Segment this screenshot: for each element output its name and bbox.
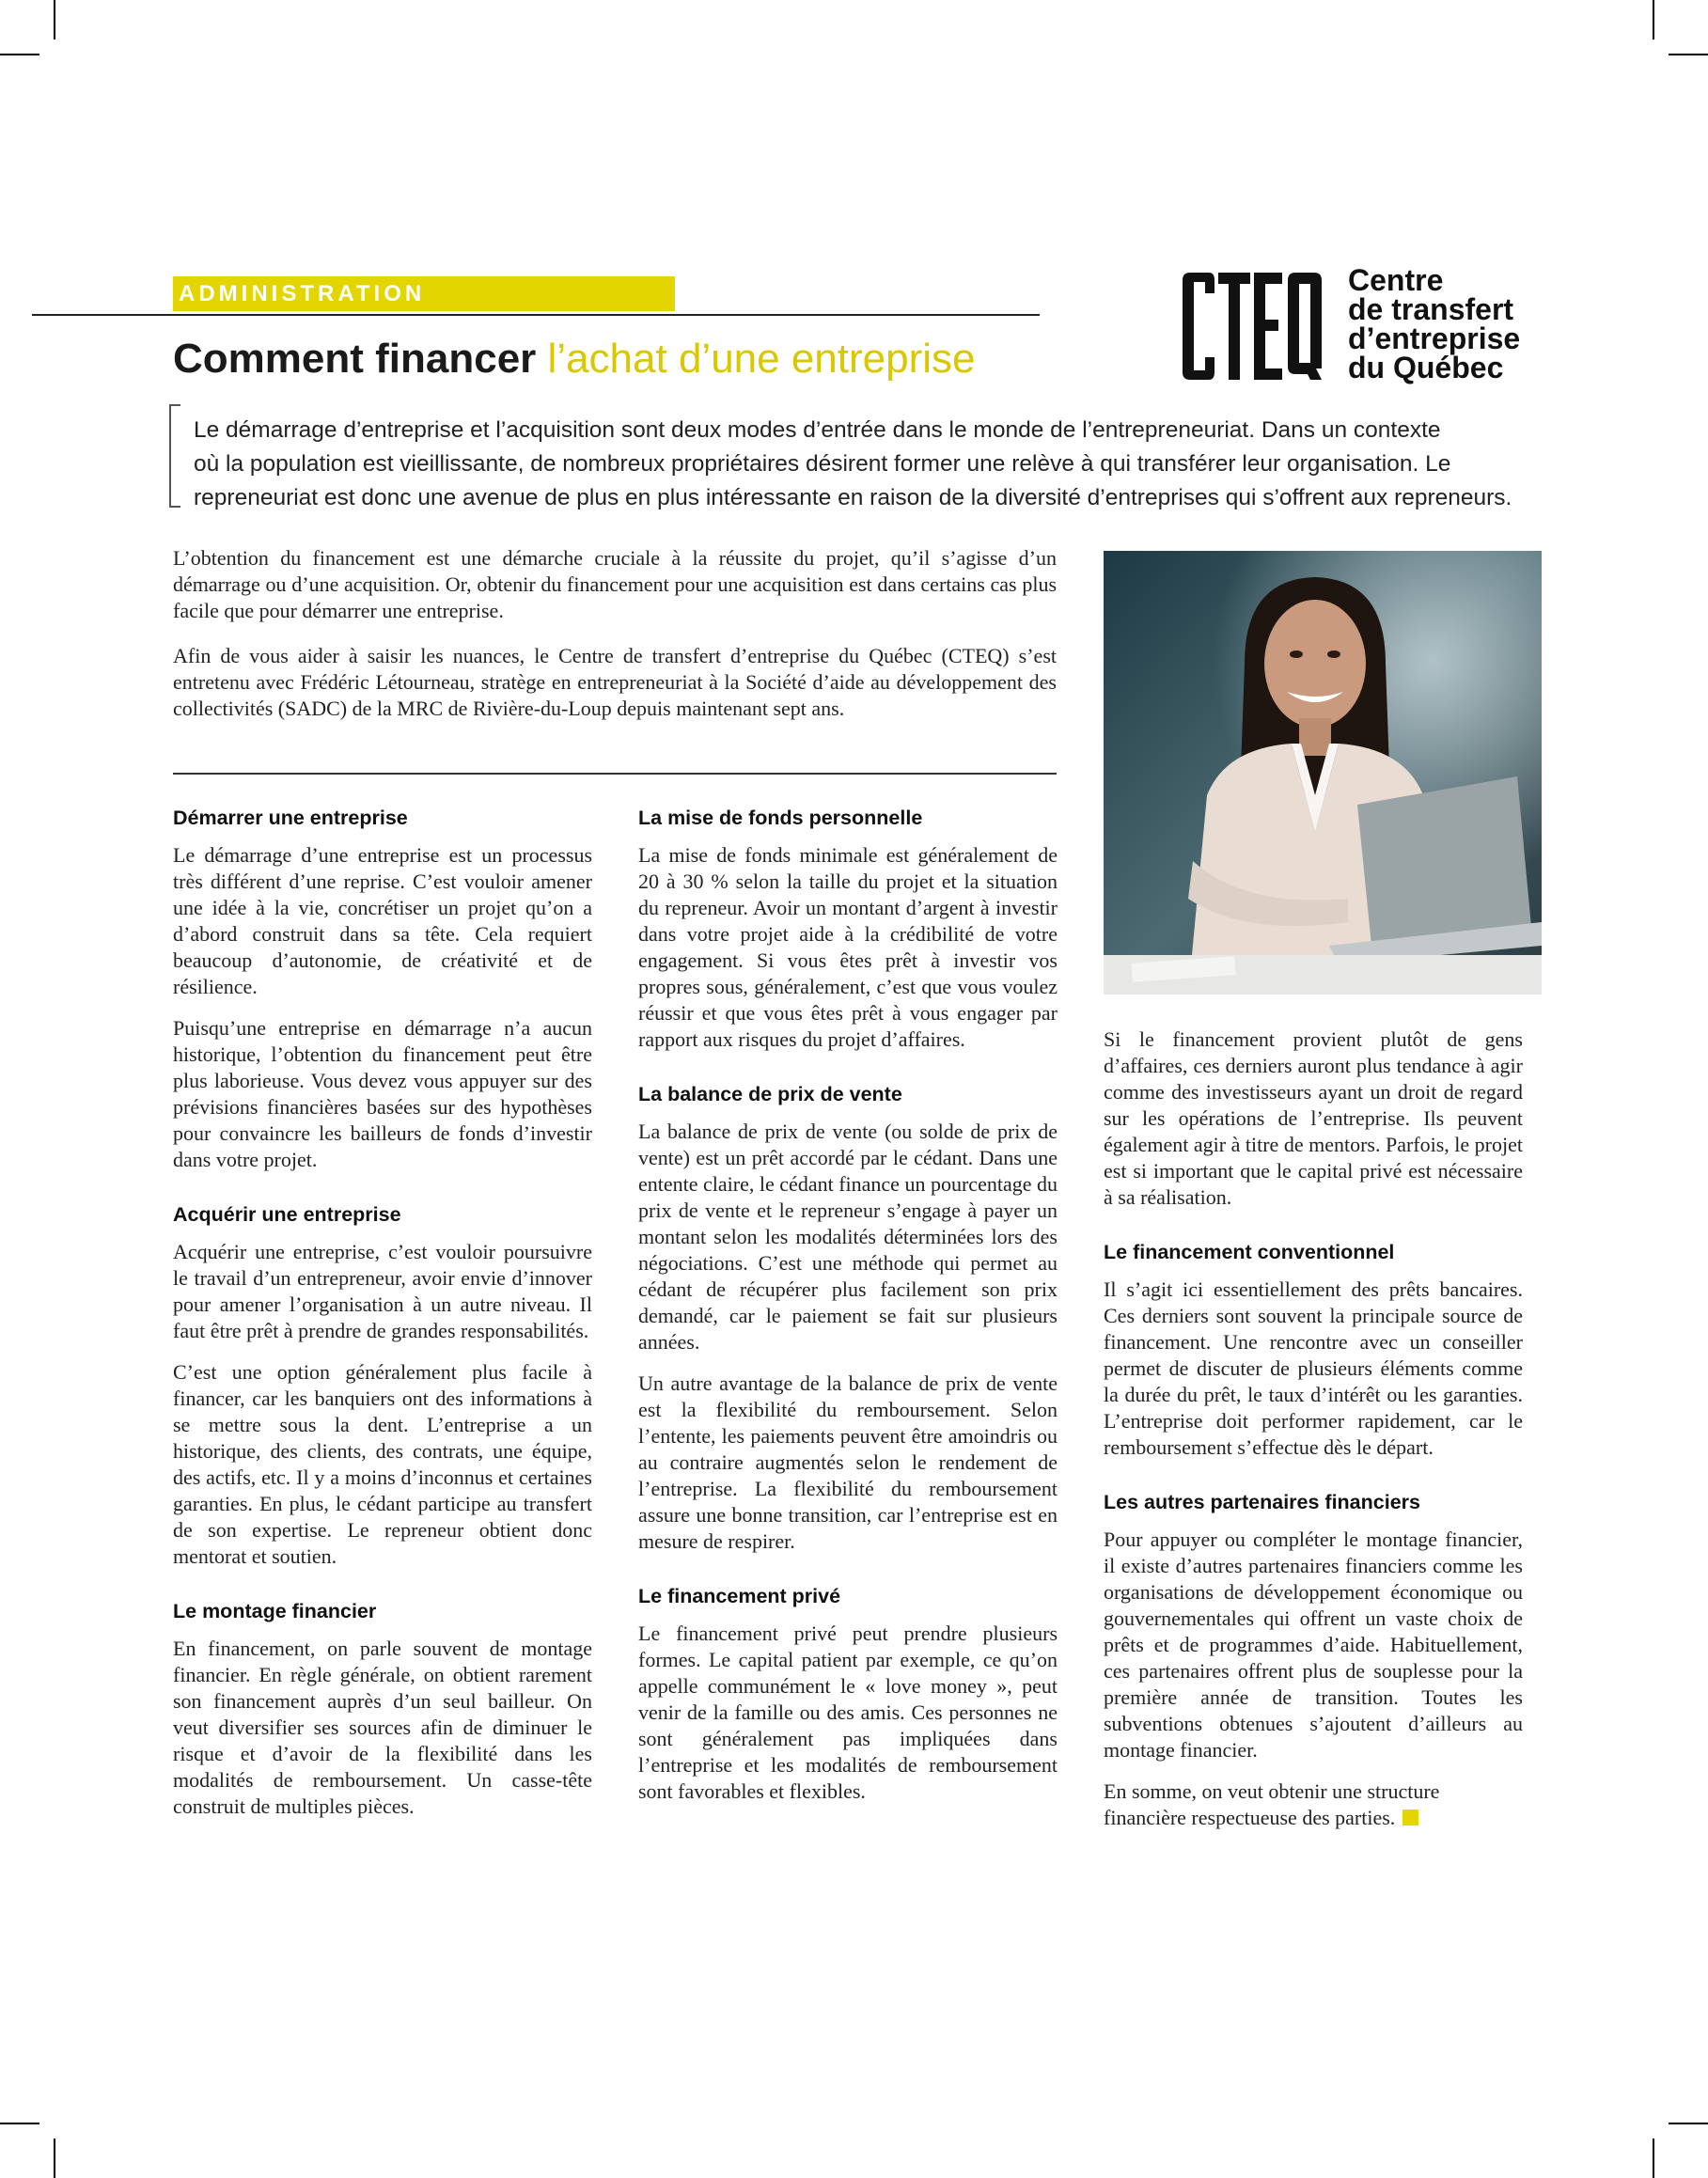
section-heading: La mise de fonds personnelle bbox=[638, 807, 923, 829]
body-paragraph: La mise de fonds minimale est généralement de 20 à 30 % selon la taille du projet et la situation du repreneur. Avoir un montant d’argent à investir dans votre projet aide à la crédibilité de votre engagement. Si vous êtes prêt à investir vos propres sous, généralement, c’est que vous voulez réussir et que vous êtes prêt à vous engager par rapport aux risques du projet d’affaires. bbox=[638, 843, 1058, 1051]
lead-text bbox=[173, 545, 1057, 741]
intro-bracket bbox=[169, 404, 180, 508]
body-paragraph: En financement, on parle souvent de montage financier. En règle générale, on obtient rarement son financement auprès d’un seul bailleur. On veut diversifier ses sources afin de diminuer le risque et d’avoir de la flexibilité dans les modalités de remboursement. Un casse-tête construit de multiples pièces. bbox=[173, 1637, 592, 1818]
businesswoman-laptop-photo bbox=[1104, 551, 1542, 995]
intro-line: repreneuriat est donc une avenue de plus en plus intéressante en raison de la diversité d’entreprises qui s’offrent aux repreneurs. bbox=[194, 485, 1512, 510]
body-paragraph: Un autre avantage de la balance de prix de vente est la flexibilité du remboursement. Selon l’entente, les paiements peuvent être amoindris ou au contraire augmentés selon le rendement de l’entreprise. La flexibilité du remboursement assure une bonne transition, car l’entreprise est en mesure de respirer. bbox=[638, 1371, 1058, 1553]
crop-mark bbox=[0, 2123, 39, 2124]
lead-paragraph: L’obtention du financement est une démarche cruciale à la réussite du projet, qu’il s’agisse d’un démarrage ou d’une acquisition. Or, obtenir du financement pour une acquisition est dans certains cas plus facile que pour démarrer une entreprise. bbox=[173, 546, 1057, 622]
body-paragraph: La balance de prix de vente (ou solde de prix de vente) est un prêt accordé par le cédant. Dans une entente claire, le cédant finance un pourcentage du prix de vente et le repreneur s’engage à payer un montant selon les modalités déterminées lors des négociations. C’est une méthode qui permet au cédant de récupérer plus facilement son prix demandé, car le paiement se fait sur plusieurs années. bbox=[638, 1120, 1058, 1354]
body-paragraph: Il s’agit ici essentiellement des prêts bancaires. Ces derniers sont souvent la principale source de financement. Une rencontre avec un conseiller permet de discuter de plusieurs éléments comme la durée du prêt, le taux d’intérêt ou les garanties. L’entreprise doit performer rapidement, car le remboursement s’effectue dès le départ. bbox=[1104, 1277, 1523, 1459]
body-paragraph: Pour appuyer ou compléter le montage financier, il existe d’autres partenaires financiers comme les organisations de développement économique ou gouvernementales qui offrent un vaste choix de prêts et de programmes d’aide. Habituellement, ces partenaires offrent plus de souplesse pour la première année de transition. Toutes les subventions obtenues s’ajoutent d’ailleurs au montage financier. bbox=[1104, 1528, 1523, 1762]
section-heading: Le financement privé bbox=[638, 1585, 841, 1607]
crop-mark bbox=[0, 54, 39, 55]
header-rule bbox=[32, 314, 1040, 316]
section-heading: Le montage financier bbox=[173, 1600, 377, 1622]
crop-mark bbox=[54, 0, 55, 39]
section-heading: Les autres partenaires financiers bbox=[1104, 1491, 1420, 1513]
crop-mark bbox=[1653, 2139, 1654, 2178]
logo-line: de transfert bbox=[1348, 292, 1514, 326]
crop-mark bbox=[1669, 54, 1708, 55]
title-bold: Comment financer bbox=[173, 336, 537, 382]
intro-line: Le démarrage d’entreprise et l’acquisition sont deux modes d’entrée dans le monde de l’entrepreneuriat. Dans un contexte bbox=[194, 417, 1441, 443]
section-heading: Démarrer une entreprise bbox=[173, 807, 408, 829]
section-heading: La balance de prix de vente bbox=[638, 1083, 902, 1105]
logo-text bbox=[1348, 263, 1521, 384]
intro-text bbox=[194, 414, 1528, 515]
column-2 bbox=[638, 805, 1058, 1820]
crop-mark bbox=[1653, 0, 1654, 39]
body-paragraph: Le démarrage d’une entreprise est un processus très différent d’une reprise. C’est vouloir amener une idée à la vie, concrétiser un projet qu’on a d’abord construit dans sa tête. Cela requiert beaucoup d’autonomie, de créativité et de résilience. bbox=[173, 843, 592, 998]
body-paragraph: Acquérir une entreprise, c’est vouloir poursuivre le travail d’un entrepreneur, avoir envie d’innover pour amener l’organisation à un autre niveau. Il faut être prêt à prendre de grandes responsabilités. bbox=[173, 1240, 592, 1342]
section-heading: Acquérir une entreprise bbox=[173, 1203, 401, 1226]
closing-text: En somme, on veut obtenir une structure financière respectueuse des parties. bbox=[1104, 1779, 1440, 1829]
cteq-logo-icon bbox=[1181, 271, 1324, 382]
intro-line: où la population est vieillissante, de nombreux propriétaires désirent former une relève à qui transférer leur organisation. Le bbox=[194, 451, 1451, 477]
logo-line: Centre bbox=[1348, 263, 1444, 297]
body-paragraph: C’est une option généralement plus facile à financer, car les banquiers ont des informations à se mettre sous la dent. L’entreprise a un historique, des clients, des contrats, une équipe, des actifs, etc. Il y a moins d’inconnus et certaines garanties. En plus, le cédant participe au transfert de son expertise. Le repreneur obtient donc mentorat et soutien. bbox=[173, 1360, 592, 1568]
section-heading: Le financement conventionnel bbox=[1104, 1241, 1395, 1263]
crop-mark bbox=[54, 2139, 55, 2178]
section-tag: ADMINISTRATION bbox=[173, 276, 675, 311]
end-mark-icon bbox=[1402, 1810, 1418, 1825]
crop-mark bbox=[1669, 2123, 1708, 2124]
body-paragraph: Le financement privé peut prendre plusieurs formes. Le capital patient par exemple, ce qu’on appelle communément le « love money », peut venir de la famille ou des amis. Ces personnes ne sont généralement pas impliquées dans l’entreprise et les modalités de remboursement sont favorables et flexibles. bbox=[638, 1622, 1058, 1803]
logo-line: du Québec bbox=[1348, 351, 1504, 384]
logo-line: d’entreprise bbox=[1348, 321, 1521, 355]
body-paragraph: Puisqu’une entreprise en démarrage n’a aucun historique, l’obtention du financement peut être plus laborieuse. Vous devez vous appuyer sur des prévisions financières basées sur des hypothèses pour convaincre les bailleurs de fonds d’investir dans votre projet. bbox=[173, 1016, 592, 1171]
body-paragraph: Si le financement provient plutôt de gens d’affaires, ces derniers auront plus tendance à agir comme des investisseurs ayant un droit de regard sur les opérations de l’entreprise. Ils peuvent également agir à titre de mentors. Parfois, le projet est si important que le capital privé est nécessaire à sa réalisation. bbox=[1104, 1027, 1523, 1209]
column-3 bbox=[1104, 1026, 1523, 1846]
column-1 bbox=[173, 805, 592, 1835]
closing-paragraph bbox=[1104, 1778, 1523, 1831]
lead-paragraph: Afin de vous aider à saisir les nuances, le Centre de transfert d’entreprise du Québec (CTEQ) s’est entretenu avec Frédéric Létourneau, stratège en entrepreneuriat à la Société d’aide au développement des collectivités (SADC) de la MRC de Rivière-du-Loup depuis maintenant sept ans. bbox=[173, 644, 1057, 720]
title-accent: l’achat d’une entreprise bbox=[547, 336, 976, 382]
lead-rule bbox=[173, 773, 1057, 775]
page-title bbox=[173, 331, 975, 387]
